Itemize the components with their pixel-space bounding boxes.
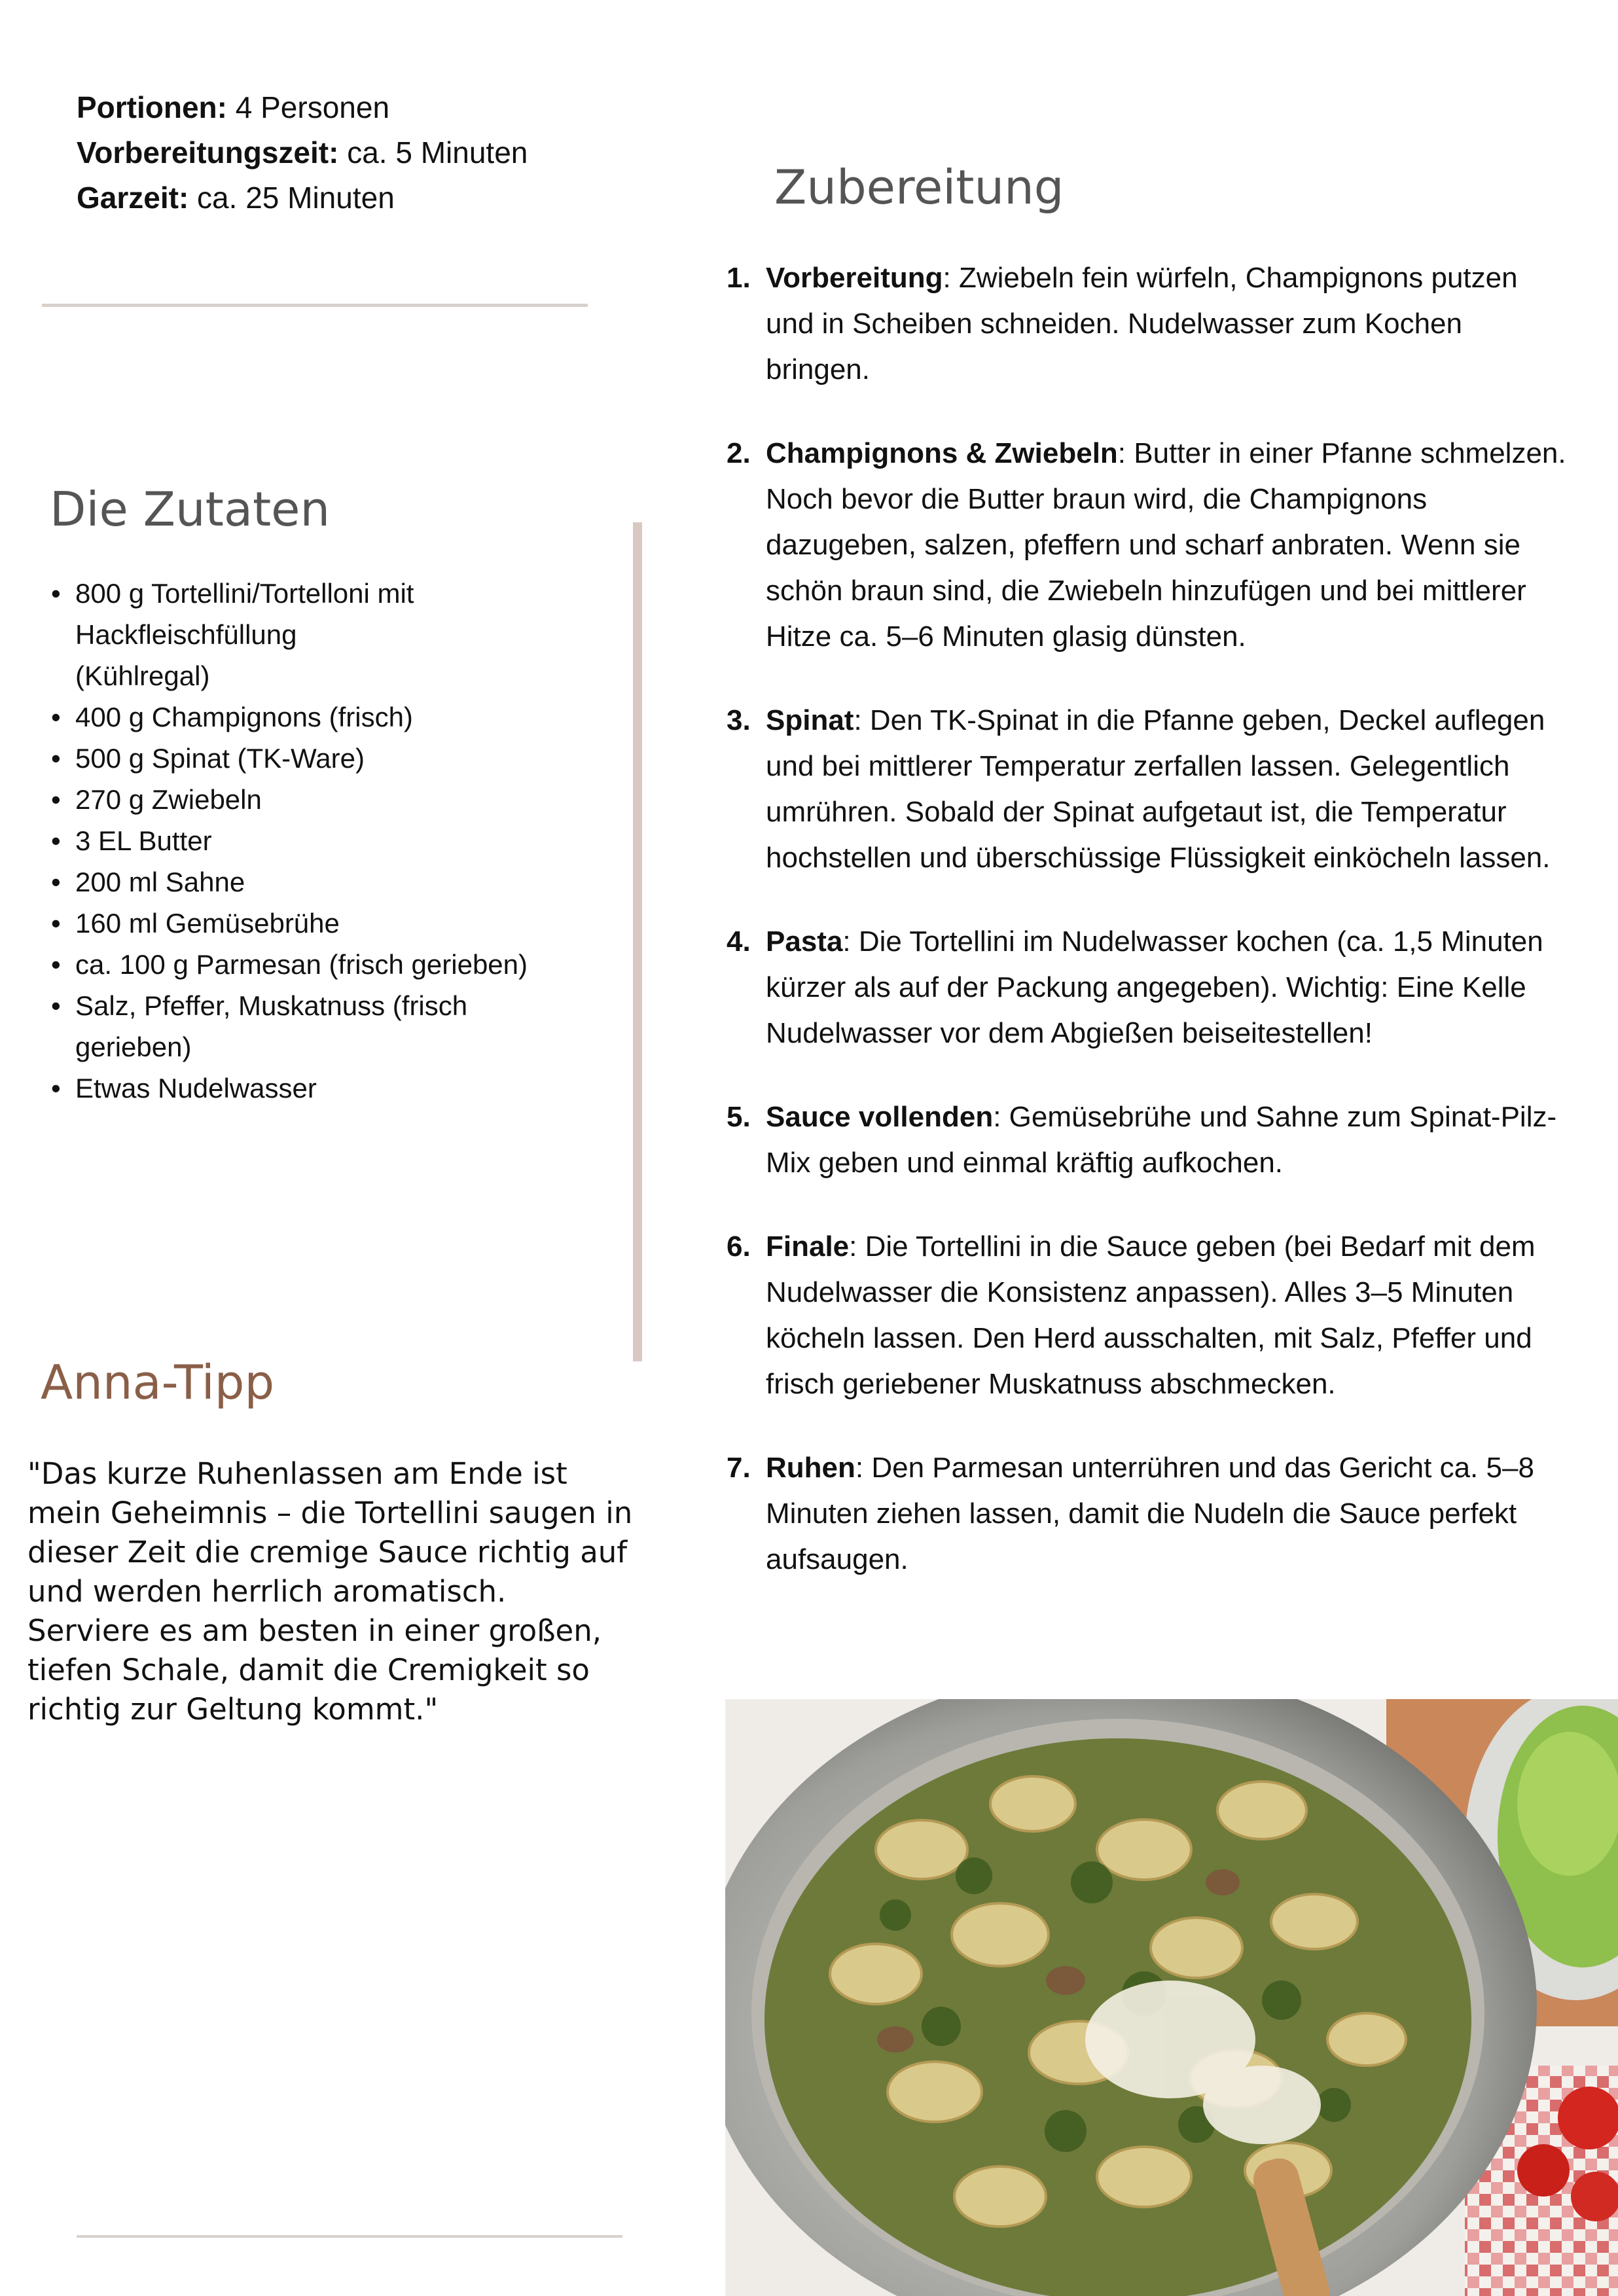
ingredients-heading: Die Zutaten <box>50 482 331 537</box>
step-number: 7. <box>727 1452 751 1484</box>
prep-time-label: Vorbereitungszeit: <box>77 135 339 170</box>
list-item: • 200 ml Sahne <box>51 861 627 903</box>
step-text: : Die Tortellini in die Sauce geben (bei Bedarf mit dem Nudelwasser die Konsistenz anpassen). Alles 3–5 Minuten köcheln lassen. Den Herd ausschalten, mit Salz, Pfeffer und frisch geriebener Muskatnuss abschmecken. <box>766 1230 1536 1400</box>
list-item: • 3 EL Butter <box>51 820 627 861</box>
step-text: : Gemüsebrühe und Sahne zum Spinat-Pilz-Mix geben und einmal kräftig aufkochen. <box>766 1101 1557 1179</box>
step-number: 2. <box>727 437 751 469</box>
list-item: • ca. 100 g Parmesan (frisch gerieben) <box>51 944 627 985</box>
step-title: Sauce vollenden <box>766 1101 994 1133</box>
step-text: : Den TK-Spinat in die Pfanne geben, Deckel auflegen und bei mittlerer Temperatur zerfallen lassen. Gelegentlich umrühren. Sobald der Spinat aufgetaut ist, die Temperatur hochstellen und überschüssige Flüssigkeit einköcheln lassen. <box>766 704 1551 874</box>
step-item <box>727 431 1571 660</box>
bottom-divider <box>77 2235 622 2238</box>
list-item: • 400 g Champignons (frisch) <box>51 696 627 738</box>
prep-time-row <box>77 130 528 175</box>
dish-photo <box>725 1699 1618 2296</box>
tip-heading: Anna-Tipp <box>41 1355 275 1410</box>
step-text: : Die Tortellini im Nudelwasser kochen (ca. 1,5 Minuten kürzer als auf der Packung angegeben). Wichtig: Eine Kelle Nudelwasser vor dem Abgießen beiseitestellen! <box>766 925 1543 1049</box>
column-accent-bar <box>633 522 642 1361</box>
recipe-meta <box>77 85 528 221</box>
step-item <box>727 1445 1571 1583</box>
step-title: Finale <box>766 1230 850 1263</box>
step-item <box>727 255 1571 393</box>
step-text: : Butter in einer Pfanne schmelzen. Noch bevor die Butter braun wird, die Champignons dazugeben, salzen, pfeffern und scharf anbraten. Wenn sie schön braun sind, die Zwiebeln hinzufügen und bei mittlerer Hitze ca. 5–6 Minuten glasig dünsten. <box>766 437 1566 653</box>
preparation-heading: Zubereitung <box>774 160 1064 215</box>
step-text: : Zwiebeln fein würfeln, Champignons putzen und in Scheiben schneiden. Nudelwasser zum Kochen bringen. <box>766 262 1518 386</box>
list-item: • Etwas Nudelwasser <box>51 1067 627 1109</box>
step-title: Ruhen <box>766 1452 855 1484</box>
step-title: Pasta <box>766 925 843 958</box>
step-number: 3. <box>727 704 751 736</box>
cook-time-row <box>77 175 528 221</box>
step-number: 4. <box>727 925 751 958</box>
servings-row <box>77 85 528 130</box>
list-item: • 270 g Zwiebeln <box>51 779 627 820</box>
step-number: 6. <box>727 1230 751 1263</box>
step-item <box>727 698 1571 881</box>
step-title: Vorbereitung <box>766 262 943 294</box>
step-number: 1. <box>727 262 751 294</box>
list-item: • 500 g Spinat (TK-Ware) <box>51 738 627 779</box>
step-item <box>727 1224 1571 1407</box>
step-item <box>727 919 1571 1056</box>
ingredients-list <box>51 573 627 1109</box>
servings-value: 4 Personen <box>235 90 390 124</box>
preparation-steps <box>727 255 1571 1621</box>
servings-label: Portionen: <box>77 90 227 124</box>
step-text: : Den Parmesan unterrühren und das Gericht ca. 5–8 Minuten ziehen lassen, damit die Nudeln die Sauce perfekt aufsaugen. <box>766 1452 1534 1575</box>
list-item: • 160 ml Gemüsebrühe <box>51 903 627 944</box>
tip-text: "Das kurze Ruhenlassen am Ende ist mein Geheimnis – die Tortellini saugen in dieser Zeit die cremige Sauce richtig auf und werden herrlich aromatisch. Serviere es am besten in einer großen, tiefen Schale, damit die Cremigkeit so richtig zur Geltung kommt." <box>27 1456 633 1727</box>
list-item: • Salz, Pfeffer, Muskatnuss (frisch gerieben) <box>51 985 468 1067</box>
step-number: 5. <box>727 1101 751 1133</box>
prep-time-value: ca. 5 Minuten <box>347 135 528 170</box>
cook-time-value: ca. 25 Minuten <box>197 181 395 215</box>
step-title: Spinat <box>766 704 854 736</box>
meta-divider <box>42 304 588 307</box>
cook-time-label: Garzeit: <box>77 181 189 215</box>
list-item: • 800 g Tortellini/Tortelloni mit Hackfleischfüllung (Kühlregal) <box>51 573 429 696</box>
step-item <box>727 1094 1571 1186</box>
step-title: Champignons & Zwiebeln <box>766 437 1118 469</box>
